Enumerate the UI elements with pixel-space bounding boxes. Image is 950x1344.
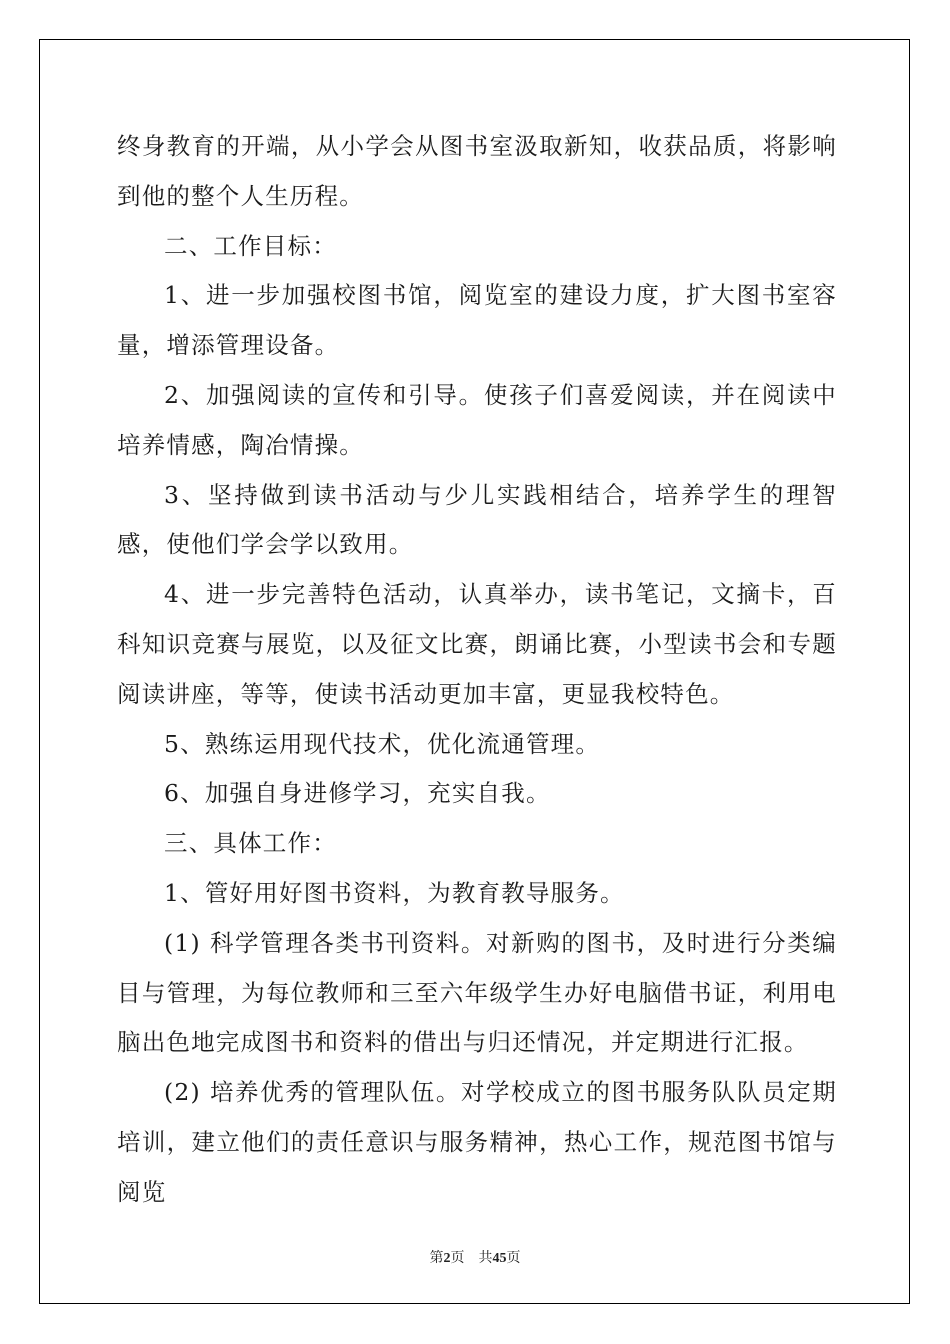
paragraph: 3、坚持做到读书活动与少儿实践相结合，培养学生的理智感，使他们学会学以致用。 xyxy=(117,480,837,559)
footer-page-number: 2 xyxy=(443,1251,451,1266)
footer-page-prefix: 第 xyxy=(429,1251,444,1266)
footer-page-suffix: 页 xyxy=(450,1251,465,1266)
paragraph: 4、进一步完善特色活动，认真举办，读书笔记，文摘卡，百科知识竞赛与展览，以及征文比赛，朗诵比赛，小型读书会和专题阅读讲座，等等，使读书活动更加丰富，更显我校特色。 xyxy=(117,580,837,708)
paragraph: 1、进一步加强校图书馆，阅览室的建设力度，扩大图书室容量，增添管理设备。 xyxy=(117,281,837,360)
footer-total-prefix: 共 xyxy=(478,1251,493,1266)
paragraph: (1) 科学管理各类书刊资料。对新购的图书，及时进行分类编目与管理，为每位教师和三至六年级学生办好电脑借书证，利用电脑出色地完成图书和资料的借出与归还情况，并定期进行汇报。 xyxy=(117,928,837,1057)
paragraph: (2) 培养优秀的管理队伍。对学校成立的图书服务队队员定期培训，建立他们的责任意识与服务精神，热心工作，规范图书馆与阅览 xyxy=(117,1078,837,1206)
paragraph: 2、加强阅读的宣传和引导。使孩子们喜爱阅读，并在阅读中培养情感，陶冶情操。 xyxy=(117,380,837,459)
paragraph: 二、工作目标： xyxy=(164,231,337,260)
paragraph: 终身教育的开端，从小学会从图书室汲取新知，收获品质，将影响到他的整个人生历程。 xyxy=(117,132,837,210)
document-body xyxy=(117,122,837,1218)
footer-total-number: 45 xyxy=(492,1251,507,1266)
footer-total-suffix: 页 xyxy=(506,1251,521,1266)
paragraph: 6、加强自身进修学习，充实自我。 xyxy=(164,779,551,808)
page-footer xyxy=(0,1247,950,1267)
paragraph: 1、管好用好图书资料，为教育教导服务。 xyxy=(164,878,625,907)
paragraph: 三、具体工作： xyxy=(164,829,337,858)
paragraph: 5、熟练运用现代技术，优化流通管理。 xyxy=(164,729,601,758)
